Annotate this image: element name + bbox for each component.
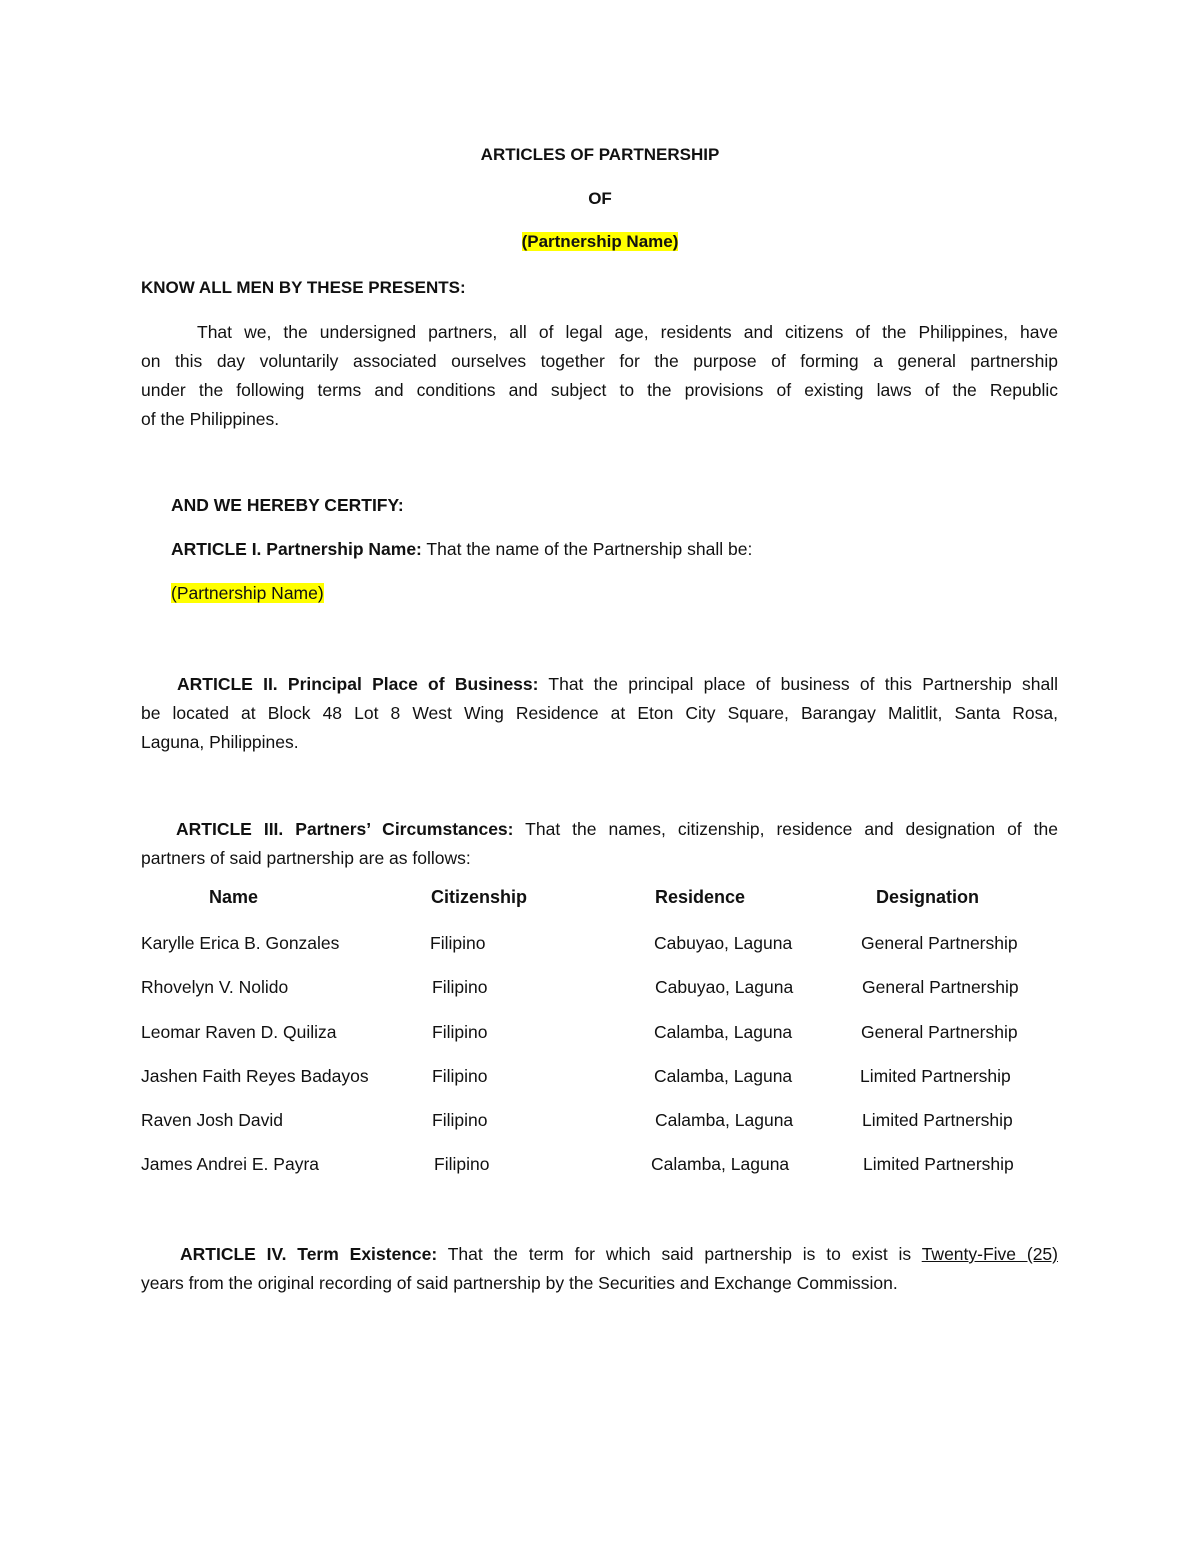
intro-line: of the Philippines. bbox=[141, 409, 280, 429]
title-of: OF bbox=[588, 189, 612, 208]
know-all-men-heading: KNOW ALL MEN BY THESE PRESENTS: bbox=[141, 278, 466, 297]
article-4-line-1 bbox=[141, 1240, 1058, 1269]
article-4-paragraph bbox=[141, 1240, 1058, 1298]
cell-name: Leomar Raven D. Quiliza bbox=[141, 1022, 337, 1042]
cell-citizenship: Filipino bbox=[430, 933, 486, 953]
article-2-line-3: Laguna, Philippines. bbox=[141, 732, 299, 752]
article-2-text: That the principal place of business of this Partnership shall bbox=[538, 674, 1058, 694]
article-2-line-1 bbox=[141, 670, 1058, 699]
article-1-name-line bbox=[171, 583, 324, 604]
cell-residence: Calamba, Laguna bbox=[651, 1154, 790, 1174]
article-3-line-1 bbox=[141, 815, 1058, 844]
table-header-designation: Designation bbox=[876, 887, 980, 907]
article-1-text: That the name of the Partnership shall be: bbox=[421, 539, 753, 559]
article-2-label: ARTICLE II. Principal Place of Business: bbox=[177, 674, 539, 694]
article-2-line-2: be located at Block 48 Lot 8 West Wing Residence at Eton City Square, Barangay Malitlit, Santa Rosa, bbox=[141, 703, 1058, 723]
article-3-paragraph bbox=[141, 815, 1058, 873]
article-1 bbox=[171, 539, 752, 560]
cell-name: Raven Josh David bbox=[141, 1110, 284, 1130]
partnership-name-highlight: (Partnership Name) bbox=[521, 232, 679, 251]
cell-residence: Cabuyao, Laguna bbox=[654, 933, 793, 953]
intro-line: That we, the undersigned partners, all of legal age, residents and citizens of the Philippines, have bbox=[197, 322, 1058, 342]
article-3-line-2: partners of said partnership are as follows: bbox=[141, 848, 471, 868]
cell-citizenship: Filipino bbox=[432, 977, 488, 997]
article-3-text: That the names, citizenship, residence and designation of the bbox=[513, 819, 1058, 839]
article-4-term: Twenty-Five (25) bbox=[921, 1244, 1058, 1264]
cell-citizenship: Filipino bbox=[434, 1154, 490, 1174]
cell-name: Karylle Erica B. Gonzales bbox=[141, 933, 340, 953]
cell-citizenship: Filipino bbox=[432, 1022, 488, 1042]
cell-citizenship: Filipino bbox=[432, 1066, 488, 1086]
cell-residence: Cabuyao, Laguna bbox=[655, 977, 794, 997]
cell-name: James Andrei E. Payra bbox=[141, 1154, 319, 1174]
table-header-name: Name bbox=[209, 887, 259, 907]
cell-designation: General Partnership bbox=[861, 1022, 1018, 1042]
title-partnership-name bbox=[0, 232, 1200, 252]
cell-designation: Limited Partnership bbox=[860, 1066, 1011, 1086]
cell-residence: Calamba, Laguna bbox=[654, 1022, 793, 1042]
cell-designation: Limited Partnership bbox=[863, 1154, 1014, 1174]
cell-designation: Limited Partnership bbox=[862, 1110, 1013, 1130]
article-1-label: ARTICLE I. Partnership Name: bbox=[171, 539, 422, 559]
cell-residence: Calamba, Laguna bbox=[655, 1110, 794, 1130]
cell-designation: General Partnership bbox=[861, 933, 1018, 953]
cell-designation: General Partnership bbox=[862, 977, 1019, 997]
intro-paragraph bbox=[141, 318, 1058, 434]
article-4-label: ARTICLE IV. Term Existence: bbox=[180, 1244, 438, 1264]
article-2-paragraph bbox=[141, 670, 1058, 757]
cell-residence: Calamba, Laguna bbox=[654, 1066, 793, 1086]
table-header-residence: Residence bbox=[655, 887, 746, 907]
cell-name: Jashen Faith Reyes Badayos bbox=[141, 1066, 369, 1086]
article-4-text: That the term for which said partnership is to exist is bbox=[437, 1244, 922, 1264]
cell-name: Rhovelyn V. Nolido bbox=[141, 977, 289, 997]
intro-line: on this day voluntarily associated ourselves together for the purpose of forming a general partnership bbox=[141, 351, 1058, 371]
certify-heading: AND WE HEREBY CERTIFY: bbox=[171, 495, 404, 515]
cell-citizenship: Filipino bbox=[432, 1110, 488, 1130]
article-4-line-2: years from the original recording of said partnership by the Securities and Exchange Commission. bbox=[141, 1273, 898, 1293]
intro-line: under the following terms and conditions and subject to the provisions of existing laws of the Republic bbox=[141, 380, 1058, 400]
article-3-label: ARTICLE III. Partners’ Circumstances: bbox=[176, 819, 514, 839]
document-title: ARTICLES OF PARTNERSHIP bbox=[480, 145, 720, 164]
table-header-citizenship: Citizenship bbox=[431, 887, 528, 907]
article-1-partnership-name: (Partnership Name) bbox=[171, 583, 324, 603]
